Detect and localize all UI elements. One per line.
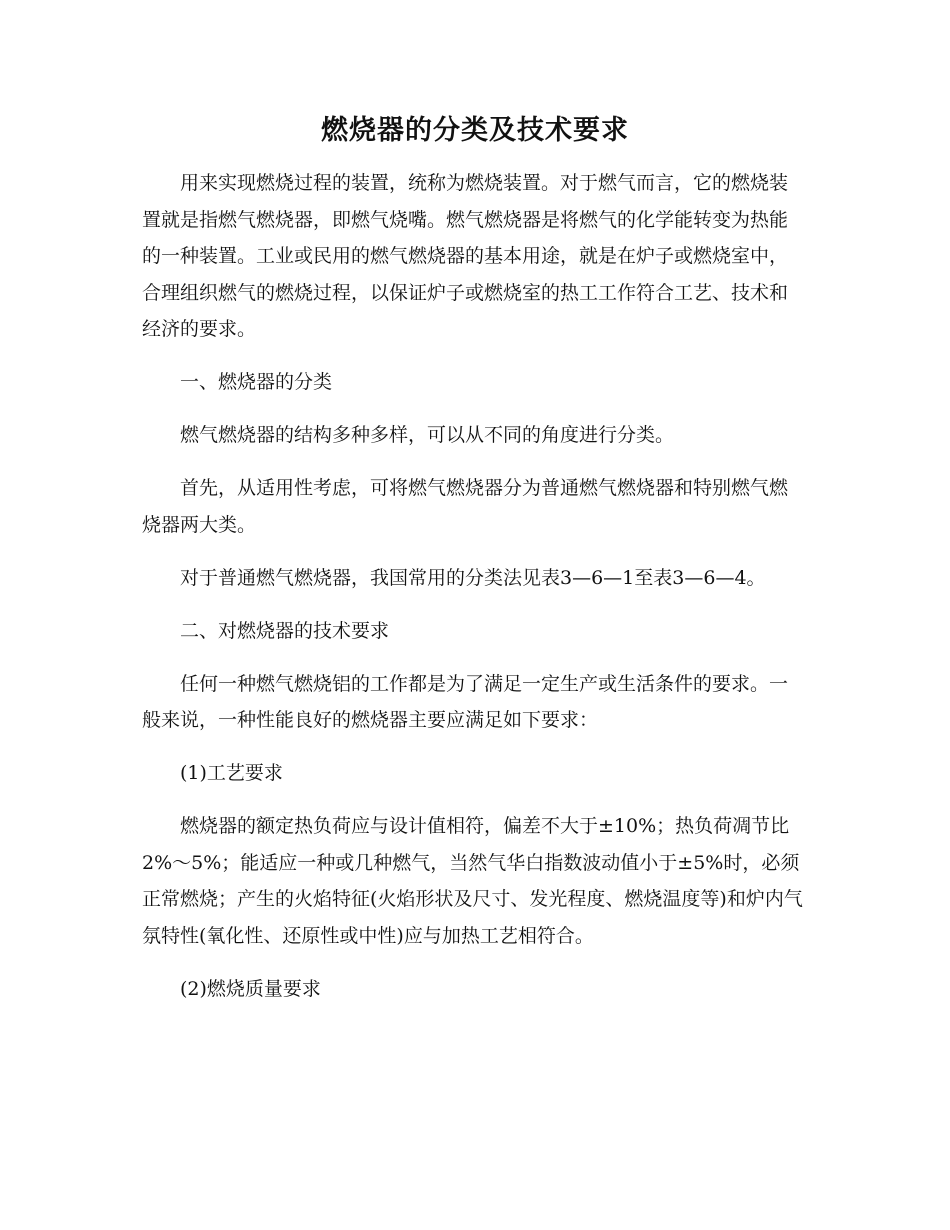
paragraph: 对于普通燃气燃烧器，我国常用的分类法见表3—6—1至表3—6—4。 bbox=[180, 566, 766, 589]
document-body bbox=[142, 165, 806, 1007]
section-heading-technical-requirements: 二、对燃烧器的技术要求 bbox=[180, 619, 390, 642]
subheading-process-requirements: (1)工艺要求 bbox=[180, 762, 283, 784]
document-title: 燃烧器的分类及技术要求 bbox=[321, 115, 629, 146]
paragraph: 首先，从适用性考虑，可将燃气燃烧器分为普通燃气燃烧器和特别燃气燃烧器两大类。 bbox=[142, 477, 789, 536]
subheading-combustion-quality: (2)燃烧质量要求 bbox=[180, 977, 321, 1000]
paragraph: 燃烧器的额定热负荷应与设计值相符，偏差不大于±10%；热负荷凋节比2%～5%；能适应一种或几种燃气，当然气华白指数波动值小于±5%时，必须正常燃烧；产生的火焰特征(火焰形状及尺寸、发光程度、燃烧温度等)和炉内气氛特性(氧化性、还原性或中性)应与加热工艺相符合。 bbox=[142, 815, 803, 947]
paragraph: 燃气燃烧器的结构多种多样，可以从不同的角度进行分类。 bbox=[180, 424, 675, 446]
paragraph: 任何一种燃气燃烧铝的工作都是为了满足一定生产或生活条件的要求。一般来说，一种性能良好的燃烧器主要应满足如下要求： bbox=[142, 672, 789, 731]
intro-paragraph: 用来实现燃烧过程的装置，统称为燃烧装置。对于燃气而言，它的燃烧装置就是指燃气燃烧器，即燃气烧嘴。燃气燃烧器是将燃气的化学能转变为热能的一种装置。工业或民用的燃气燃烧器的基本用途，就是在炉子或燃烧室中，合理组织燃气的燃烧过程，以保证炉子或燃烧室的热工工作符合工艺、技术和经济的要求。 bbox=[142, 172, 789, 340]
section-heading-classification: 一、燃烧器的分类 bbox=[180, 371, 333, 393]
